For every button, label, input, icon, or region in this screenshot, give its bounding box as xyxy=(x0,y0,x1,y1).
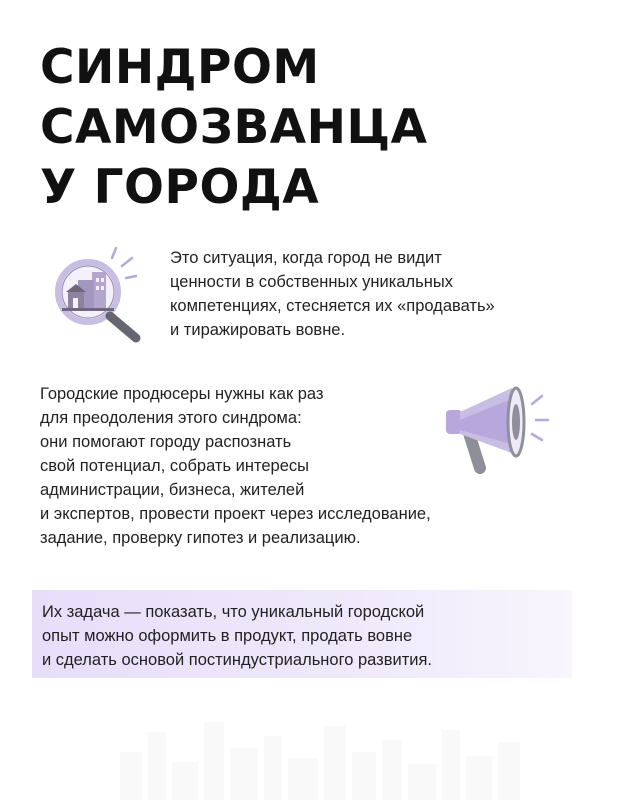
title-line-3: У ГОРОДА xyxy=(40,160,320,215)
definition-line: ценности в собственных уникальных xyxy=(170,273,453,291)
task-line: опыт можно оформить в продукт, продать вовне xyxy=(42,627,413,645)
producers-line: свой потенциал, собрать интересы xyxy=(40,457,309,475)
definition-line: компетенциях, стесняется их «продавать» xyxy=(170,297,495,315)
definition-text xyxy=(170,246,610,342)
producers-line: они помогают городу распознать xyxy=(40,433,292,451)
skyline-decoration xyxy=(120,712,520,800)
task-line: и сделать основой постиндустриального развития. xyxy=(42,651,433,669)
title-line-1: СИНДРОМ xyxy=(40,40,320,95)
definition-line: Это ситуация, когда город не видит xyxy=(170,249,442,267)
definition-line: и тиражировать вовне. xyxy=(170,321,346,339)
producers-line: и экспертов, провести проект через исследование, xyxy=(40,505,431,523)
producers-line: для преодоления этого синдрома: xyxy=(40,409,302,427)
task-line: Их задача — показать, что уникальный городской xyxy=(42,603,425,621)
title-line-2: САМОЗВАНЦА xyxy=(40,100,428,155)
megaphone-icon xyxy=(440,380,560,480)
producers-line: задание, проверку гипотез и реализацию. xyxy=(40,529,361,547)
producers-line: Городские продюсеры нужны как раз xyxy=(40,385,324,403)
producers-line: администрации, бизнеса, жителей xyxy=(40,481,305,499)
task-text xyxy=(42,600,582,672)
magnifier-city-icon xyxy=(44,244,154,344)
page-title xyxy=(40,38,600,218)
